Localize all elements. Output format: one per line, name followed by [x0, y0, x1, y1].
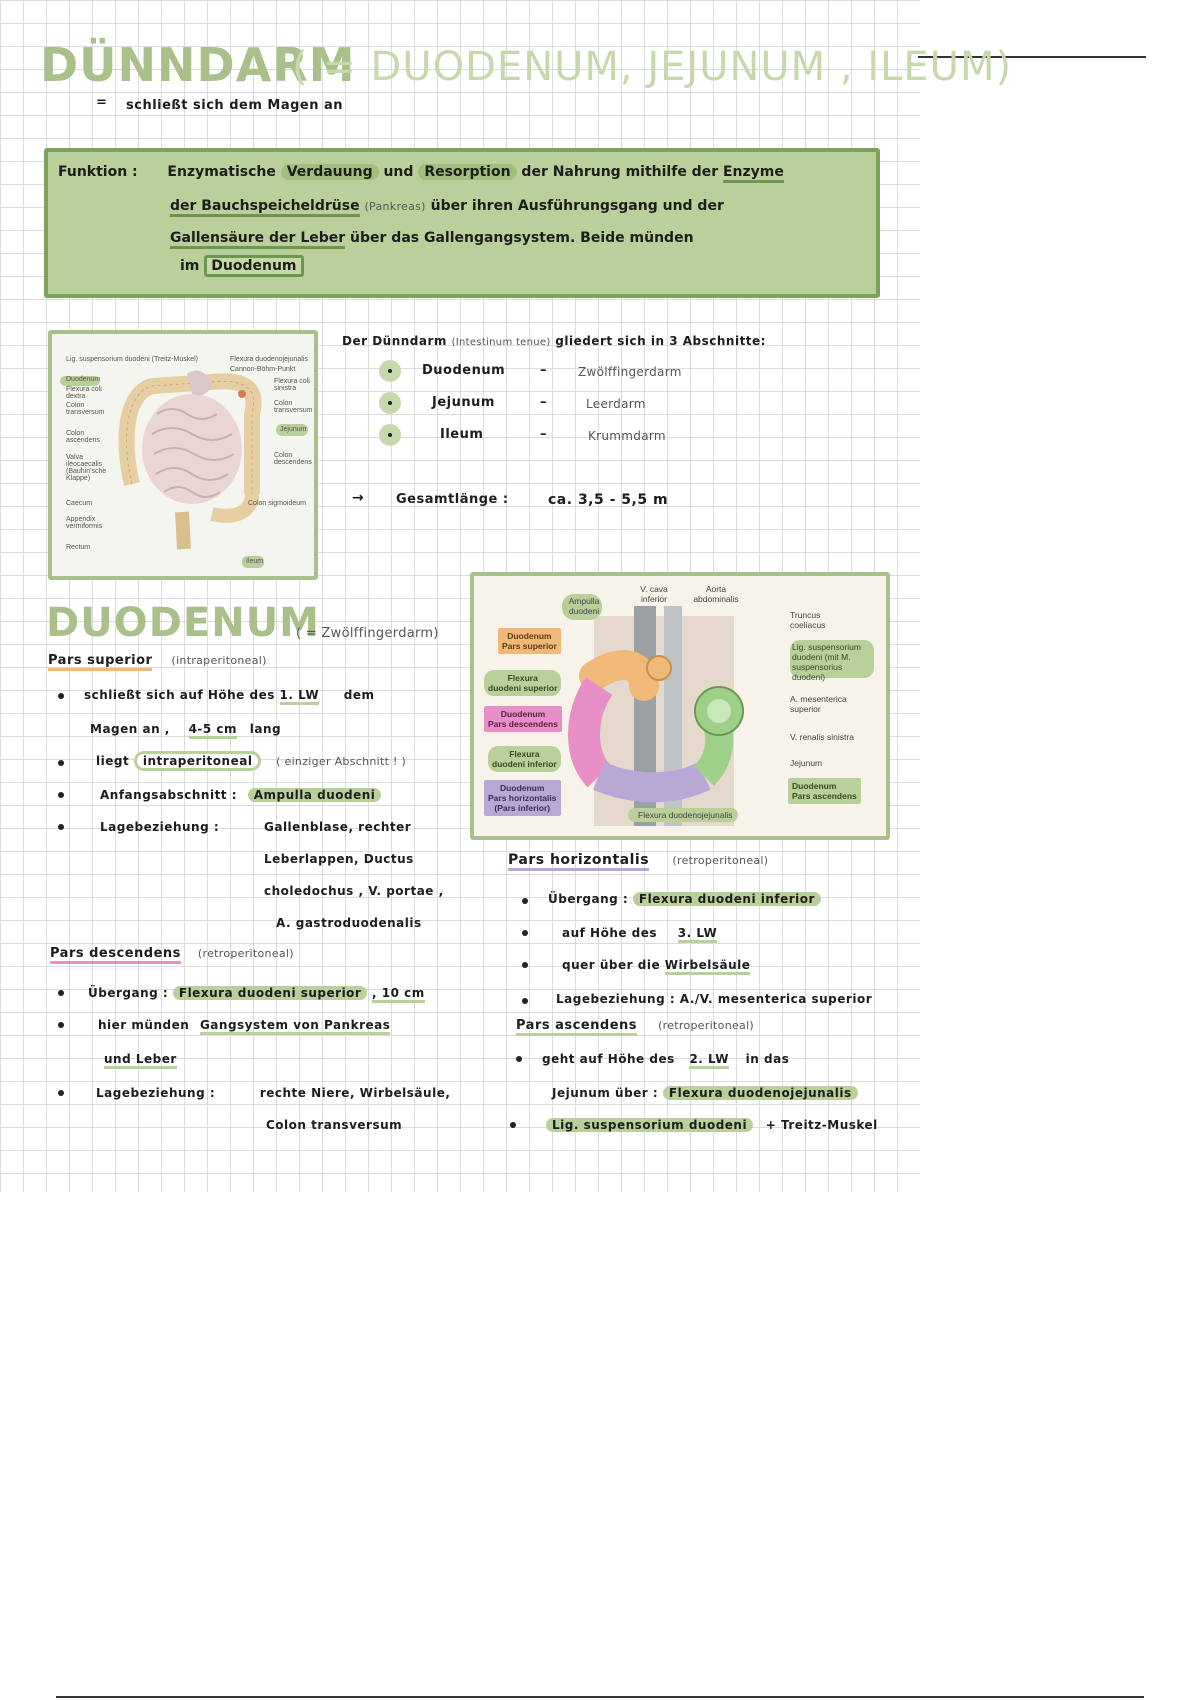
part-translation: Zwölffingerdarm: [578, 365, 682, 379]
figure-label: V. cava inferior: [640, 584, 668, 604]
text: Übergang :: [88, 986, 169, 1000]
pars-descendens-title: Pars descendens: [50, 946, 181, 964]
bullet: [58, 792, 64, 798]
function-box: [44, 148, 880, 298]
duodenum-title-paren: ( = Zwölffingerdarm): [296, 626, 439, 641]
function-label: Funktion :: [58, 164, 138, 180]
text: Lagebeziehung :: [96, 1086, 216, 1100]
pars-descendens-b1: [88, 986, 425, 1000]
pars-descendens-heading: [50, 946, 294, 961]
text: Jejunum über :: [552, 1086, 659, 1100]
page-title: DÜNNDARM: [40, 38, 356, 92]
text: dem: [343, 688, 375, 702]
duodenum-title: DUODENUM: [46, 600, 320, 646]
pars-ascendens-paren: (retroperitoneal): [658, 1019, 755, 1032]
bullet: [58, 824, 64, 830]
pars-ascendens-b1-l2: [552, 1086, 858, 1100]
bullet: [522, 998, 528, 1004]
figure-tag: Ileum: [246, 558, 264, 565]
bullet: [516, 1056, 522, 1062]
figure-tag-pars-superior: Duodenum Pars superior: [498, 628, 561, 654]
pars-ascendens-b2: [546, 1118, 878, 1132]
function-line-2: [170, 198, 724, 214]
bullet: [522, 930, 528, 936]
pars-superior-b4-l3: choledochus , V. portae ,: [264, 884, 444, 898]
bullet: [510, 1122, 516, 1128]
function-paren: (Pankreas): [364, 200, 426, 213]
text: hier münden: [98, 1018, 190, 1032]
pars-horizontalis-b1: [548, 892, 821, 906]
pars-superior-b1-line1: [84, 688, 375, 702]
text-highlight: intraperitoneal: [134, 751, 262, 771]
pars-superior-heading: [48, 653, 267, 668]
figure-label: Lig. suspensorium duodeni (mit M. suspensorius duodeni): [792, 642, 861, 682]
part-separator: –: [540, 427, 547, 442]
text: liegt: [96, 754, 130, 768]
length-value: ca. 3,5 - 5,5 m: [548, 492, 669, 508]
figure-label: Truncus coeliacus: [790, 610, 826, 630]
pars-descendens-b3-l2: Colon transversum: [266, 1118, 403, 1132]
bullet-dot: [379, 360, 401, 382]
figure-label: Flexura coli sinistra: [274, 378, 310, 392]
figure-label: Colon transversum: [66, 402, 105, 416]
figure-tag-pars-horizontalis: Duodenum Pars horizontalis (Pars inferior): [484, 780, 561, 816]
figure-label: Duodenum: [66, 376, 101, 383]
pars-superior-paren: (intraperitoneal): [171, 654, 267, 667]
figure-label: V. renalis sinistra: [790, 732, 854, 742]
sections-intro-paren: (Intestinum tenue): [451, 337, 551, 348]
part-name: Duodenum: [422, 363, 506, 378]
figure-label: Colon transversum: [274, 400, 313, 414]
text-underlined: 2. LW: [689, 1052, 729, 1069]
pars-ascendens-b1: [542, 1052, 789, 1066]
pars-ascendens-title: Pars ascendens: [516, 1018, 637, 1036]
part-translation: Krummdarm: [588, 429, 666, 443]
pars-superior-b3: [100, 788, 381, 802]
text-underlined: und Leber: [104, 1052, 177, 1069]
figure-label: Flexura coli dextra: [66, 386, 102, 400]
pars-ascendens-heading: [516, 1018, 754, 1033]
figure-tag-flexura-superior: Flexura duodeni superior: [484, 670, 561, 696]
part-separator: –: [540, 395, 547, 410]
text-highlight: Flexura duodenojejunalis: [663, 1086, 858, 1100]
pars-descendens-b2: [98, 1018, 390, 1032]
function-text: im: [180, 258, 200, 274]
bullet: [58, 1090, 64, 1096]
pars-horizontalis-title: Pars horizontalis: [508, 852, 649, 871]
length-label: Gesamtlänge :: [396, 492, 509, 507]
part-separator: –: [540, 363, 547, 378]
footer-rule: [56, 1696, 1144, 1698]
bullet: [522, 962, 528, 968]
pars-horizontalis-heading: [508, 852, 768, 868]
figure-label: Aorta abdominalis: [693, 584, 739, 604]
function-underline: Gallensäure der Leber: [170, 230, 345, 249]
figure-label: Appendix vermiformis: [66, 516, 103, 530]
intestine-figure: [48, 330, 318, 580]
text-underlined: Gangsystem von Pankreas: [200, 1018, 390, 1035]
text-highlight: Flexura duodeni inferior: [633, 892, 821, 906]
figure-tag-pars-descendens: Duodenum Pars descendens: [484, 706, 562, 732]
part-translation: Leerdarm: [586, 397, 646, 411]
function-highlight: Verdauung: [281, 164, 379, 180]
text-underlined: , 10 cm: [372, 986, 425, 1003]
pars-superior-b1-line2: [90, 722, 281, 736]
intro-marker: =: [96, 95, 108, 110]
text: Übergang :: [548, 892, 629, 906]
function-underline: Enzyme: [723, 164, 784, 183]
duodenum-figure: [470, 572, 890, 840]
pars-superior-b4-l4: A. gastroduodenalis: [276, 916, 422, 930]
bullet: [58, 760, 64, 766]
text-highlight: Flexura duodeni superior: [173, 986, 367, 1000]
figure-label: Lig. suspensorium duodeni (Treitz-Muskel): [66, 356, 199, 363]
function-line-3: [170, 230, 694, 246]
pars-descendens-paren: (retroperitoneal): [197, 947, 294, 960]
pars-superior-title: Pars superior: [48, 653, 152, 671]
function-line-4: [180, 258, 304, 274]
text-underlined: 3. LW: [678, 926, 718, 943]
text-paren: ( einziger Abschnitt ! ): [276, 755, 407, 768]
pars-superior-b4-l1: Gallenblase, rechter: [264, 820, 412, 834]
part-name: Ileum: [440, 427, 484, 442]
function-text: und: [383, 164, 414, 180]
pars-superior-b2: [96, 754, 406, 768]
figure-label: Valva ileocaecalis (Bauhin'sche Klappe): [66, 454, 107, 482]
figure-tag-pars-ascendens: Duodenum Pars ascendens: [788, 778, 861, 804]
text: geht auf Höhe des: [542, 1052, 675, 1066]
part-name: Jejunum: [432, 395, 495, 410]
figure-label: Flexura duodenojejunalis: [230, 356, 308, 363]
figure-tag-flexura-duodenojejunalis: Flexura duodenojejunalis: [638, 810, 733, 820]
text-underlined: Wirbelsäule: [665, 958, 751, 975]
pars-descendens-b2-l2: [104, 1052, 177, 1066]
function-boxed: Duodenum: [204, 255, 303, 277]
figure-label: A. mesenterica superior: [790, 694, 847, 714]
sections-intro-text: Der Dünndarm: [342, 334, 447, 348]
text: Magen an ,: [90, 722, 170, 736]
pars-superior-b4-l2: Leberlappen, Ductus: [264, 852, 414, 866]
figure-label: Caecum: [66, 500, 93, 507]
arrow: →: [352, 490, 365, 506]
page-subtitle: ( = DUODENUM, JEJUNUM , ILEUM): [292, 44, 1013, 90]
figure-label: Jejunum: [790, 758, 823, 768]
pars-horizontalis-b2: [562, 926, 717, 940]
pars-horizontalis-paren: (retroperitoneal): [672, 854, 769, 867]
text: rechte Niere, Wirbelsäule,: [259, 1086, 451, 1100]
bullet: [58, 1022, 64, 1028]
sections-intro-rest: gliedert sich in 3 Abschnitte:: [555, 334, 766, 348]
text: auf Höhe des: [562, 926, 658, 940]
text: schließt sich auf Höhe des: [84, 688, 275, 702]
text: lang: [249, 722, 282, 736]
function-underline: der Bauchspeicheldrüse: [170, 198, 360, 217]
text: in das: [745, 1052, 790, 1066]
bullet: [58, 990, 64, 996]
bullet-dot: [379, 392, 401, 414]
function-text: über ihren Ausführungsgang und der: [430, 198, 724, 214]
text-highlight: Ampulla duodeni: [248, 788, 382, 802]
intro-text: schließt sich dem Magen an: [126, 98, 344, 113]
figure-label: Rectum: [66, 544, 91, 551]
function-highlight: Resorption: [418, 164, 516, 180]
function-line-1: [58, 164, 784, 180]
sections-intro: [342, 334, 766, 348]
bullet: [522, 898, 528, 904]
pars-superior-b4-label: Lagebeziehung :: [100, 820, 220, 834]
figure-label: Colon descendens: [274, 452, 312, 466]
figure-label: Colon sigmoideum: [248, 500, 306, 507]
function-text: Enzymatische: [167, 164, 276, 180]
text-underlined: 1. LW: [280, 688, 320, 705]
text: + Treitz-Muskel: [765, 1118, 878, 1132]
text-highlight: Lig. suspensorium duodeni: [546, 1118, 753, 1132]
pars-horizontalis-b4: Lagebeziehung : A./V. mesenterica superior: [556, 992, 873, 1006]
text-underlined: 4-5 cm: [189, 722, 237, 739]
bullet-dot: [379, 424, 401, 446]
bullet: [58, 693, 64, 699]
text: Anfangsabschnitt :: [100, 788, 238, 802]
figure-label: Jejunum: [280, 426, 307, 433]
figure-label: Ampulla duodeni: [568, 596, 600, 616]
figure-tag-flexura-inferior: Flexura duodeni inferior: [488, 746, 561, 772]
text: quer über die: [562, 958, 661, 972]
figure-label: Cannon-Böhm-Punkt: [230, 366, 296, 373]
function-text: über das Gallengangsystem. Beide münden: [350, 230, 694, 246]
pars-descendens-b3: [96, 1086, 450, 1100]
pars-horizontalis-b3: [562, 958, 750, 972]
figure-label: Colon ascendens: [66, 430, 100, 444]
function-text: der Nahrung mithilfe der: [521, 164, 719, 180]
